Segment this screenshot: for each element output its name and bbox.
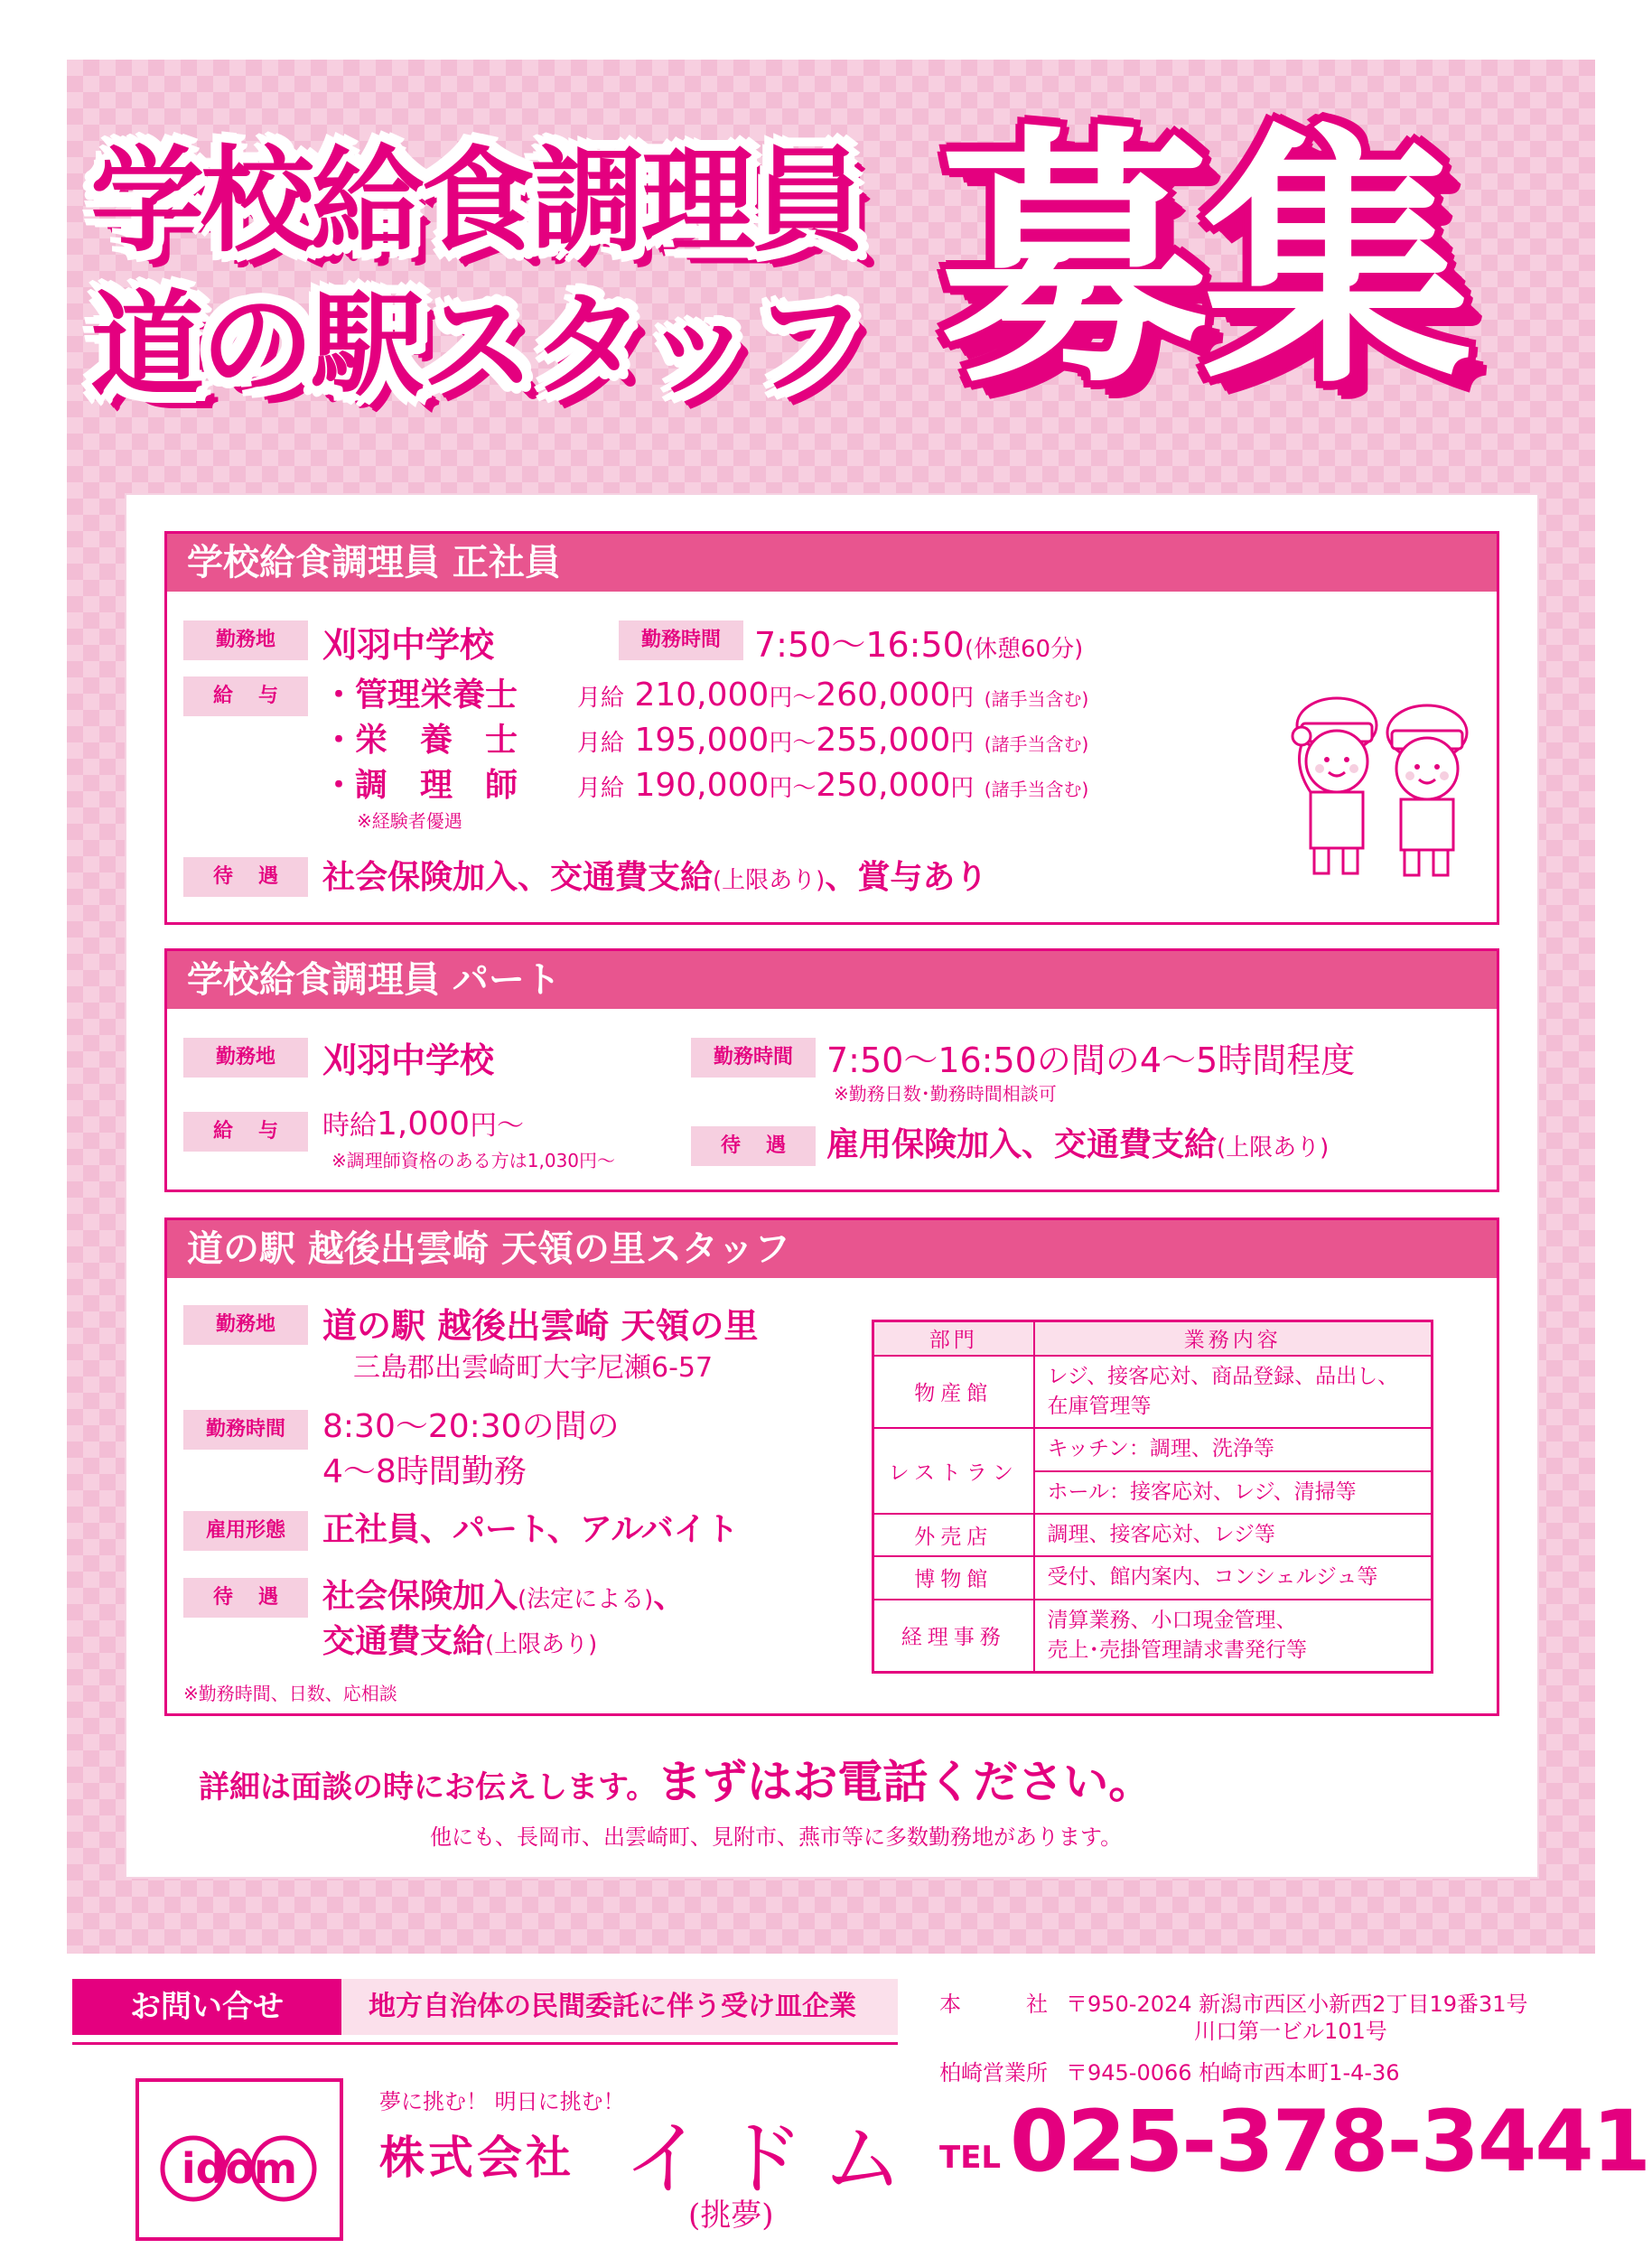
salary-footnote: ※経験者優遇 [357, 810, 462, 832]
duty-line: レジ、接客応対、商品登録、品出し、 [1047, 1364, 1399, 1388]
salary-tag: 給与 [183, 1112, 308, 1152]
headline [90, 104, 1535, 488]
salary-note: ※調理師資格のある方は1,030円〜 [331, 1150, 616, 1171]
hours-tag: 勤務時間 [183, 1410, 308, 1450]
workplace-value: 刈羽中学校 [322, 625, 495, 665]
table-cell-duties: 受付、館内案内、コンシェルジュ等 [1034, 1556, 1433, 1599]
benefit-note: (上限あり) [1217, 1134, 1330, 1162]
salary-value [322, 1103, 524, 1143]
table-cell-duties [1034, 1356, 1433, 1429]
table-row [873, 1556, 1433, 1599]
hours-time: 7:50〜16:50 [754, 625, 965, 665]
salary-to: 255,000 [816, 722, 951, 759]
company-logo [135, 2078, 343, 2241]
branch-label: 柏崎営業所 [939, 2060, 1048, 2085]
headline-recruiting: 募集 [939, 104, 1463, 419]
headline-line-1: 学校給食調理員 [90, 135, 862, 267]
salary-unit: 円〜 [769, 730, 817, 757]
benefit-note: (上限あり) [713, 867, 826, 894]
hours-value [754, 617, 1083, 667]
salary-amount: 1,000 [377, 1106, 471, 1143]
workplace-tag: 勤務地 [183, 620, 308, 660]
benefit-tag: 待遇 [183, 1578, 308, 1618]
salary-note: (諸手当含む) [984, 733, 1089, 755]
workplace-tag: 勤務地 [183, 1305, 308, 1345]
table-row [873, 1514, 1433, 1556]
benefit-tag: 待遇 [183, 857, 308, 897]
tel-number[interactable]: 025-378-3441 [1010, 2093, 1650, 2191]
table-cell-department: 物産館 [873, 1356, 1034, 1429]
headline-line-2: 道の駅スタッフ [90, 279, 862, 412]
hq-label: 本 社 [939, 1992, 1048, 2017]
table-cell-department: レストラン [873, 1428, 1034, 1514]
table-row [873, 1428, 1433, 1470]
benefit-tag: 待遇 [691, 1126, 816, 1166]
logo-text: idom [181, 2144, 298, 2193]
table-cell-duties [1034, 1600, 1433, 1673]
employment-type-tag: 雇用形態 [183, 1511, 308, 1551]
salary-role: ・調 理 師 [322, 767, 518, 804]
table-cell-department: 博物館 [873, 1556, 1034, 1599]
workplace-tag: 勤務地 [183, 1038, 308, 1078]
hq-address-building: 川口第一ビル101号 [1194, 2019, 1387, 2044]
salary-to: 260,000 [816, 676, 951, 714]
benefit-value [826, 1119, 1329, 1165]
section-roadside-station [164, 1218, 1499, 1716]
logo-mark [139, 2082, 340, 2237]
company-tagline: 夢に挑む！ 明日に挑む！ [379, 2089, 625, 2114]
table-header-row [873, 1321, 1433, 1356]
table-row [873, 1600, 1433, 1673]
salary-unit: 円 [950, 730, 975, 757]
tel-label: TEL [939, 2140, 1002, 2176]
salary-from: 210,000 [634, 676, 770, 714]
company-name: イドム [623, 2112, 921, 2207]
duty-line: 清算業務、小口現金管理、 [1047, 1608, 1297, 1632]
footer [0, 1954, 1652, 2258]
benefit-text: 、 [653, 1578, 686, 1615]
salary-tag: 給与 [183, 676, 308, 716]
chef-illustration [1278, 678, 1486, 886]
salary-unit: 円〜 [769, 685, 817, 712]
job-listing-panel [126, 495, 1537, 1877]
salary-note: (諸手当含む) [984, 688, 1089, 710]
hours-tag: 勤務時間 [619, 620, 743, 660]
duty-line: 在庫管理等 [1047, 1394, 1152, 1418]
table-header-department: 部門 [873, 1321, 1034, 1356]
salary-unit: 円〜 [470, 1110, 525, 1142]
branch-address: 〒945-0066 柏崎市西本町1-4-36 [1066, 2060, 1400, 2085]
employment-type-value: 正社員、パート、アルバイト [322, 1511, 739, 1548]
benefit-line-1 [322, 1571, 686, 1617]
workplace-value: 刈羽中学校 [322, 1040, 495, 1080]
hours-line-2: 4〜8時間勤務 [322, 1453, 527, 1490]
salary-row [322, 760, 1088, 806]
salary-row [322, 669, 1088, 715]
salary-unit: 円 [950, 685, 975, 712]
salary-role: ・管理栄養士 [322, 676, 518, 714]
benefit-note: (上限あり) [485, 1631, 598, 1658]
section-title: 道の駅 越後出雲崎 天領の里スタッフ [167, 1220, 1497, 1278]
table-cell-department: 経理事務 [873, 1600, 1034, 1673]
table-header-duties: 業務内容 [1034, 1321, 1433, 1356]
benefit-text: 交通費支給 [322, 1623, 486, 1660]
salary-note: (諸手当含む) [984, 779, 1089, 800]
hours-tag: 勤務時間 [691, 1038, 816, 1078]
section-parttime [164, 948, 1499, 1192]
benefit-note: (法定による) [518, 1586, 654, 1613]
department-table [872, 1320, 1433, 1674]
salary-prefix: 時給 [322, 1110, 377, 1142]
workplace-address: 三島郡出雲崎町大字尼瀬6-57 [353, 1352, 714, 1384]
benefit-text: 雇用保険加入、交通費支給 [826, 1126, 1218, 1163]
closing-note: 他にも、長岡市、出雲崎町、見附市、燕市等に多数勤務地があります。 [430, 1824, 1123, 1850]
salary-unit: 円 [950, 775, 975, 802]
salary-row [322, 714, 1088, 760]
table-cell-duties: 調理、接客応対、レジ等 [1034, 1514, 1433, 1556]
closing-text: 詳細は面談の時にお伝えします。 [199, 1769, 658, 1805]
company-prefix: 株式会社 [379, 2131, 574, 2184]
table-cell-department: 外売店 [873, 1514, 1034, 1556]
closing-line [199, 1746, 1153, 1811]
salary-prefix: 月給 [577, 730, 625, 757]
benefit-line-2 [322, 1616, 597, 1662]
closing-call-to-action: まずはお電話ください。 [657, 1756, 1154, 1808]
workplace-value: 道の駅 越後出雲崎 天領の里 [322, 1306, 759, 1346]
table-cell-duties: キッチン：調理、洗浄等 [1034, 1428, 1433, 1470]
hours-line-1: 8:30〜20:30の間の [322, 1408, 620, 1445]
hours-note: ※勤務日数･勤務時間相談可 [834, 1083, 1057, 1105]
duty-line: 売上･売掛管理請求書発行等 [1047, 1638, 1307, 1662]
contact-description: 地方自治体の民間委託に伴う受け皿企業 [341, 1979, 898, 2035]
benefit-text: 、賞与あり [825, 859, 988, 896]
salary-prefix: 月給 [577, 775, 625, 802]
benefit-value [322, 852, 987, 898]
benefit-text: 社会保険加入 [322, 1578, 518, 1615]
salary-prefix: 月給 [577, 685, 625, 712]
benefit-text: 社会保険加入、交通費支給 [322, 859, 714, 896]
section-title: 学校給食調理員 パート [167, 951, 1497, 1009]
salary-from: 195,000 [634, 722, 770, 759]
hours-value: 7:50〜16:50の間の4〜5時間程度 [826, 1040, 1356, 1080]
section-title: 学校給食調理員 正社員 [167, 534, 1497, 592]
table-row [873, 1356, 1433, 1429]
section-footnote: ※勤務時間、日数、応相談 [183, 1683, 397, 1704]
table-cell-duties: ホール：接客応対、レジ、清掃等 [1034, 1471, 1433, 1514]
section-fulltime [164, 531, 1499, 925]
hq-address: 〒950-2024 新潟市西区小新西2丁目19番31号 [1066, 1992, 1528, 2017]
salary-from: 190,000 [634, 767, 770, 804]
hours-note: (休憩60分) [964, 636, 1084, 663]
company-reading: (挑夢) [688, 2197, 774, 2234]
salary-role: ・栄 養 士 [322, 722, 518, 759]
footer-divider [72, 2042, 898, 2045]
salary-unit: 円〜 [769, 775, 817, 802]
contact-badge: お問い合せ [72, 1979, 341, 2035]
salary-to: 250,000 [816, 767, 951, 804]
